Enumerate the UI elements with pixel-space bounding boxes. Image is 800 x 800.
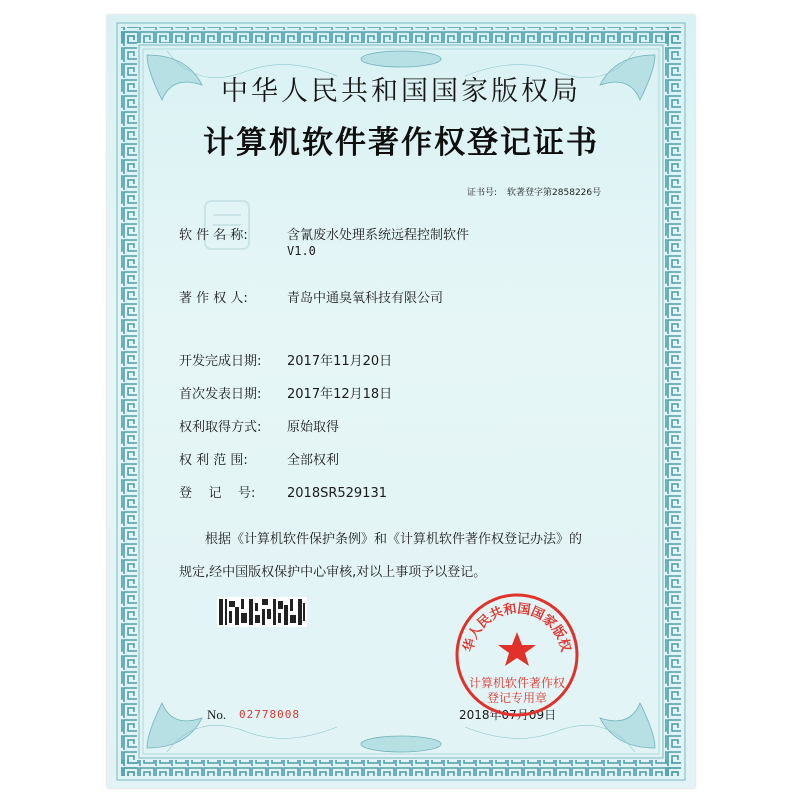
seal-line-1: 计算机软件著作权 [468, 676, 565, 690]
field-label: 权 利 范 围: [179, 453, 248, 468]
field-label: 首次发表日期: [179, 387, 262, 402]
body-text-line-1: 根据《计算机软件保护条例》和《计算机软件著作权登记办法》的 [205, 532, 583, 547]
certificate-number [467, 185, 611, 198]
certificate-number-label: 证书号: [467, 188, 498, 198]
field-label: 登 记 号: [179, 486, 256, 501]
issue-date: 2018年07月09日 [459, 708, 557, 722]
field-value: 2018SR529131 [287, 486, 387, 501]
official-seal [452, 590, 582, 720]
field-software-name [179, 224, 469, 243]
body-text-line-2: 规定,经中国版权保护中心审核,对以上事项予以登记。 [179, 565, 487, 580]
field-value: 含氰废水处理系统远程控制软件 [287, 228, 470, 243]
field-registration-number [179, 482, 387, 501]
serial-label: No. [207, 707, 227, 722]
serial-number: 02778008 [239, 708, 300, 721]
field-label: 权利取得方式: [179, 420, 262, 435]
field-copyright-owner [179, 287, 443, 306]
software-version: V1.0 [287, 244, 316, 258]
certificate [107, 15, 695, 788]
qr-code [217, 597, 307, 627]
certificate-title: 计算机软件著作权登记证书 [203, 125, 599, 161]
issuer-title: 中华人民共和国国家版权局 [221, 76, 581, 107]
field-value: 青岛中通臭氧科技有限公司 [287, 291, 444, 306]
field-value: 2017年12月18日 [287, 387, 393, 402]
field-value: 原始取得 [287, 420, 340, 435]
field-acquisition-method [179, 416, 339, 435]
field-label: 著 作 权 人: [179, 291, 248, 306]
field-publish-date [179, 383, 392, 402]
seal-star-icon [498, 632, 536, 666]
certificate-number-value: 软著登字第2858226号 [507, 188, 602, 198]
field-value: 2017年11月20日 [287, 354, 393, 369]
field-label: 软 件 名 称: [179, 228, 248, 243]
field-label: 开发完成日期: [179, 354, 262, 369]
field-rights-scope [179, 449, 339, 468]
field-value: 全部权利 [287, 453, 340, 468]
seal-line-2: 登记专用章 [486, 691, 547, 705]
field-development-date [179, 350, 392, 369]
seal-arc-text: 华人民共和国国家版权 [461, 601, 573, 654]
